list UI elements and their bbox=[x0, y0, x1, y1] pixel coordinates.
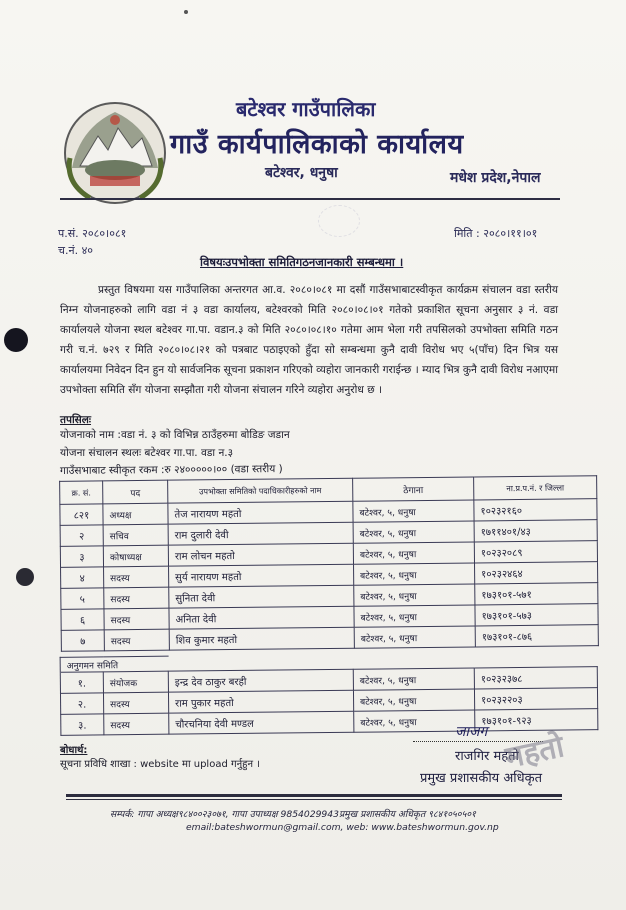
monitoring-table bbox=[60, 651, 599, 736]
table-cell: १. bbox=[60, 672, 103, 693]
reference-number: प.सं. २०८०।०८१ bbox=[58, 227, 127, 240]
table-cell: राम पुकार महतो bbox=[168, 690, 353, 713]
table-cell: शिव कुमार महतो bbox=[169, 627, 354, 650]
table-cell: १०२३२१६० bbox=[474, 499, 597, 521]
table-cell: सचिव bbox=[103, 524, 168, 546]
table-cell: १७३१०१-५७१ bbox=[475, 583, 598, 605]
table-cell: इन्द्र देव ठाकुर बरही bbox=[168, 669, 353, 692]
table-cell: सदस्य bbox=[104, 566, 169, 588]
project-name: योजनाको नाम :वडा नं. ३ को विभिन्न ठाउँहरुमा बोडिङ जडान bbox=[60, 429, 290, 441]
column-header: क्र. सं. bbox=[60, 481, 103, 504]
table-cell: १७११४०१/४३ bbox=[474, 520, 597, 542]
province-name: मधेश प्रदेश,नेपाल bbox=[450, 170, 541, 186]
nepal-emblem-logo bbox=[60, 98, 170, 208]
signature-scrawl: जाजग bbox=[455, 724, 488, 740]
table-cell: ७ bbox=[61, 630, 104, 651]
approved-amount: गाउँसभाबाट स्वीकृत रकम :रु २४०००००।०० (वडा स्तरीय ) bbox=[59, 463, 283, 477]
table-cell: २ bbox=[60, 525, 103, 546]
table-cell: बटेश्वर, ५, धनुषा bbox=[353, 542, 474, 564]
header-divider bbox=[60, 198, 560, 200]
table-cell: बटेश्वर, ५, धनुषा bbox=[354, 563, 475, 585]
cc-label: बोधार्थ: bbox=[60, 745, 88, 756]
table-cell: बटेश्वर, ५, धनुषा bbox=[354, 710, 475, 732]
table-cell: बटेश्वर, ५, धनुषा bbox=[353, 521, 474, 543]
punch-hole-icon bbox=[16, 568, 34, 586]
column-header: ना.प्र.प.नं. र जिल्ला bbox=[474, 476, 597, 500]
column-header: पद bbox=[103, 480, 168, 504]
table-cell: अध्यक्ष bbox=[103, 503, 168, 525]
table-cell: राम दुलारी देवी bbox=[168, 522, 353, 545]
table-cell: बटेश्वर, ५, धनुषा bbox=[353, 668, 474, 690]
cc-section bbox=[60, 742, 260, 770]
faint-stamp-icon bbox=[318, 205, 360, 237]
signatory-name: राजगिर महतो bbox=[455, 749, 519, 764]
table-cell: १०२३२४६४ bbox=[475, 562, 598, 584]
table-cell: बटेश्वर, ५, धनुषा bbox=[353, 689, 474, 711]
scan-speck bbox=[184, 10, 188, 14]
table-cell: २. bbox=[60, 693, 103, 714]
table-cell: १०२३२२०३ bbox=[474, 688, 597, 710]
cc-text: सूचना प्रविधि शाखा : website मा upload गर्नुहुन । bbox=[60, 759, 260, 770]
letter-body: प्रस्तुत विषयमा यस गाउँपालिका अन्तरगत आ.व. २०८०।०८१ मा दसौं गाउँसभाबाटस्वीकृत कार्यक्रम संचालन वडा स्तरीय निम्न योजनाहरुको लागि वडा नं ३ वडा कार्यालय, बटेश्वरको मिति २०८०।०८।०१ गतेको प्रकाशित सूचना अनुसार ३ नं. वडा कार्यालयले योजना स्थल बटेश्वर गा.पा. वडान.३ को मिति २०८०।०८।१० गतेमा आम भेला गरी तपसिलको उपभोक्ता समिति गठन गरी च.नं. ७२९ र मिति २०८०।०८।२१ को पत्रबाट पठाइएको हुँदा सो सम्बन्धमा कुनै दावी विरोध भए ५(पाँच) दिन भित्र यस कार्यालयमा निवेदन दिन हुन यो सार्वजनिक सूचना प्रकाशन गरिएको व्यहोरा जानकारी गराईन्छ । म्याद भित्र कुनै दावी विरोध नआएमा उपभोक्ता समिति सँग योजना सम्झौता गरी योजना संचालन गरिने व्यहोरा अनुरोध छ । bbox=[60, 284, 558, 396]
table-cell: सदस्य bbox=[104, 608, 169, 630]
footer-divider bbox=[66, 799, 562, 800]
table-cell: ३ bbox=[60, 546, 103, 567]
table-cell: ३. bbox=[61, 714, 104, 735]
table-cell: ५ bbox=[61, 588, 104, 609]
column-header: ठेगाना bbox=[353, 477, 474, 501]
table-cell: १०२३२०८९ bbox=[474, 541, 597, 563]
table-row bbox=[61, 709, 598, 736]
footer-email-web: email:bateshwormun@gmail.com, web: www.bateshwormun.gov.np bbox=[186, 822, 499, 833]
column-header: उपभोक्ता समितिको पदाधिकारीहरुको नाम bbox=[168, 478, 353, 503]
municipality-name: बटेश्वर गाउँपालिका bbox=[236, 97, 376, 121]
table-cell: सदस्य bbox=[104, 629, 169, 651]
signatory-title: प्रमुख प्रशासकीय अधिकृत bbox=[420, 771, 543, 786]
table-cell: सदस्य bbox=[104, 587, 169, 609]
project-location: योजना संचालन स्थलः बटेश्वर गा.पा. वडा न.३ bbox=[60, 447, 234, 459]
table-cell: सुर्य नारायण महतो bbox=[169, 564, 354, 587]
table-cell: १७३१०१-५७३ bbox=[475, 604, 598, 626]
table-cell: बटेश्वर, ५, धनुषा bbox=[354, 626, 475, 648]
table-cell: ४ bbox=[61, 567, 104, 588]
table-cell: १७३१०१-९२३ bbox=[475, 709, 598, 731]
table-cell: बटेश्वर, ५, धनुषा bbox=[354, 605, 475, 627]
table-cell: तेज नारायण महतो bbox=[168, 501, 353, 524]
punch-hole-icon bbox=[4, 328, 28, 352]
table-cell: ८२१ bbox=[60, 504, 103, 525]
footer-divider bbox=[66, 794, 562, 797]
table-cell: संयोजक bbox=[103, 671, 168, 693]
office-name: गाउँ कार्यपालिकाको कार्यालय bbox=[170, 129, 464, 160]
table-cell: ६ bbox=[61, 609, 104, 630]
table-cell: बटेश्वर, ५, धनुषा bbox=[354, 584, 475, 606]
monitoring-label: अनुगमन समिति bbox=[60, 656, 168, 672]
official-stamp: महतो bbox=[502, 729, 568, 776]
table-cell: बटेश्वर, ५, धनुषा bbox=[353, 500, 474, 522]
table-cell: चौरचनिया देवी मण्डल bbox=[169, 711, 354, 734]
letter-date: मिति : २०८०।११।०१ bbox=[454, 227, 538, 240]
dispatch-number: च.नं. ४० bbox=[58, 244, 94, 257]
table-cell: राम लोचन महतो bbox=[168, 543, 353, 566]
table-cell: १७३१०१-८७६ bbox=[475, 625, 598, 647]
office-location: बटेश्वर, धनुषा bbox=[265, 165, 338, 181]
letter-subject: विषयःउपभोक्ता समितिगठनजानकारी सम्बन्धमा । bbox=[200, 255, 404, 269]
committee-table bbox=[59, 475, 599, 652]
table-cell: १०२३२३७८ bbox=[474, 667, 597, 689]
table-row bbox=[61, 625, 598, 652]
table-cell: अनिता देवी bbox=[169, 606, 354, 629]
tapsil-label: तपसिलः bbox=[60, 414, 92, 426]
table-cell: सुनिता देवी bbox=[169, 585, 354, 608]
table-cell: कोषाध्यक्ष bbox=[103, 545, 168, 567]
footer-contact: सम्पर्क: गापा अध्यक्ष९८४००२३०७१, गापा उपाध्यक्ष 9854029943प्रमुख प्रशासकीय अधिकृत ९८४१०५०५०१ bbox=[110, 809, 476, 820]
table-cell: सदस्य bbox=[104, 713, 169, 735]
table-cell: सदस्य bbox=[103, 692, 168, 714]
